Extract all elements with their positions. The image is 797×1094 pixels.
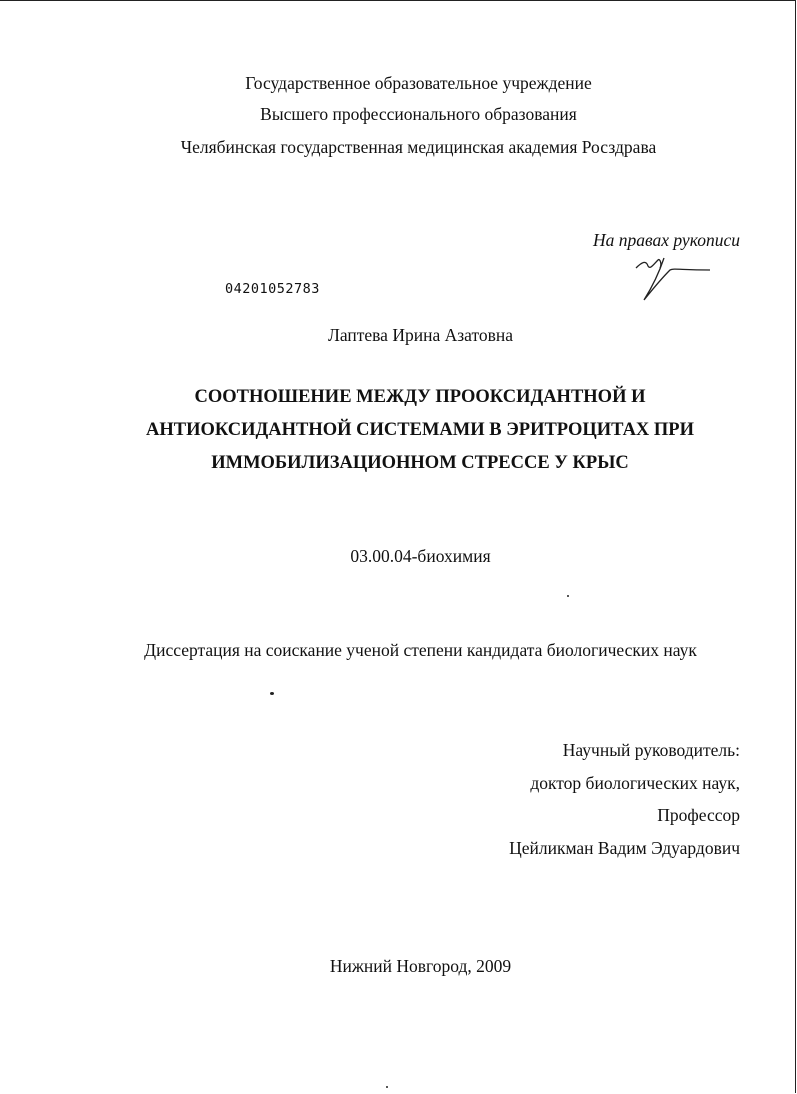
supervisor-role: Научный руководитель: (562, 740, 740, 760)
supervisor-rank: Профессор (657, 805, 740, 825)
scan-speck (567, 595, 569, 597)
manuscript-note: На правах рукописи (593, 230, 740, 250)
supervisor-degree: доктор биологических наук, (530, 772, 740, 793)
institution-line-3: Челябинская государственная медицинская академия Росздрава (180, 137, 657, 157)
dissertation-title (120, 381, 720, 480)
title-line-2: АНТИОКСИДАНТНОЙ СИСТЕМАМИ В ЭРИТРОЦИТАХ ПРИ (145, 420, 695, 440)
institution-line-1: Государственное образовательное учреждение (245, 73, 592, 93)
title-line-3: ИММОБИЛИЗАЦИОННОМ СТРЕССЕ У КРЫС (211, 453, 629, 473)
scan-speck (270, 692, 274, 695)
institution-line-2: Высшего профессионального образования (260, 104, 577, 124)
catalog-number: 04201052783 (225, 281, 320, 297)
title-line-1: СООТНОШЕНИЕ МЕЖДУ ПРООКСИДАНТНОЙ И (194, 387, 646, 407)
supervisor-block (509, 734, 740, 864)
signature (630, 250, 720, 305)
city-year: Нижний Новгород, 2009 (329, 956, 512, 976)
scan-speck (386, 1086, 388, 1088)
author-name: Лаптева Ирина Азатовна (327, 325, 514, 345)
specialty: 03.00.04-биохимия (350, 546, 491, 566)
supervisor-name: Цейликман Вадим Эдуардович (509, 837, 740, 858)
degree-statement: Диссертация на соискание ученой степени кандидата биологических наук (144, 640, 697, 660)
